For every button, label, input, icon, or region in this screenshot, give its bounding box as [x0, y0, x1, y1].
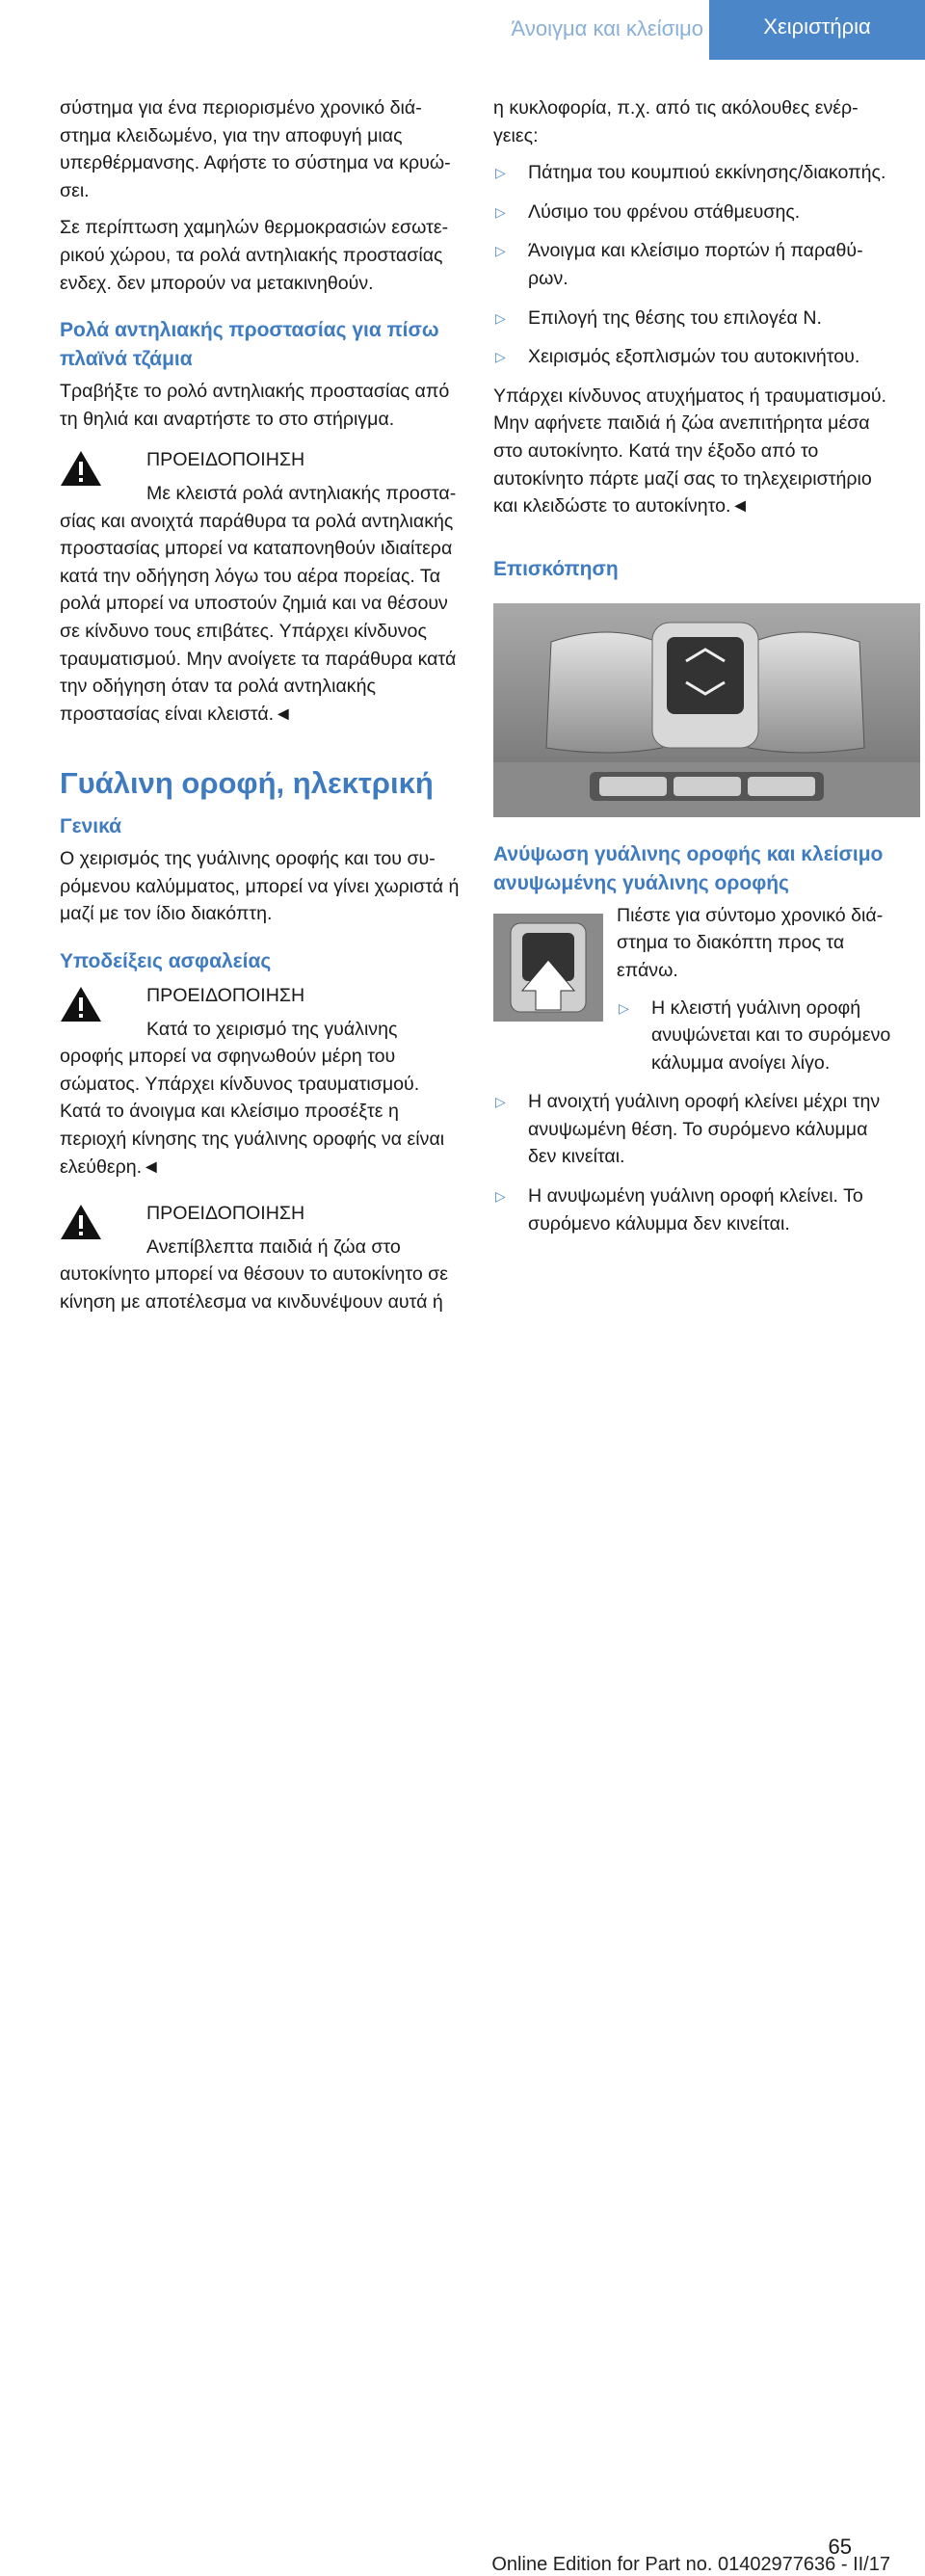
subheading: Γενικά	[60, 815, 122, 838]
list-item: ▷ Επιλογή της θέσης του επιλογέα N.	[493, 305, 896, 332]
paragraph: σύστημα για ένα περιορισμένο χρονικό διάστημα κλειδωμένο, για την αποφυγή μιας υπερθέρμανσης. Αφήστε το σύστημα να κρυώσει.	[60, 97, 451, 201]
paragraph: Σε περίπτωση χαμηλών θερμοκρασιών εσωτερικού χώρου, τα ρολά αντηλιακής προστασίας ενδεχ. δεν μπορούν να μετακινηθούν.	[60, 217, 449, 294]
warning-triangle-icon	[60, 1204, 102, 1240]
warning-triangle-icon	[60, 986, 102, 1022]
list-item: ▷ Λύσιμο του φρένου στάθμευσης.	[493, 199, 896, 226]
paragraph: Ο χειρισμός της γυάλινης οροφής και του συρόμενου καλύμματος, μπορεί να γίνει χωριστά ή μαζί με τον ίδιο διακόπτη.	[60, 848, 460, 925]
subheading: Ανύψωση γυάλινης οροφής και κλείσιμο ανυψωμένης γυάλινης οροφής	[493, 842, 884, 894]
list-item: ▷ Η ανυψωμένη γυάλινη οροφή κλείνει. Το συρόμενο κάλυμμα δεν κινείται.	[493, 1182, 896, 1237]
bullet-triangle-icon: ▷	[495, 203, 506, 220]
subheading: Υποδείξεις ασφαλείας	[60, 950, 272, 973]
warning-triangle-icon	[60, 450, 102, 487]
switch-up-illustration	[493, 914, 603, 1022]
warning-block	[60, 982, 461, 1181]
chapter-tab[interactable]	[709, 0, 925, 60]
paragraph: Πιέστε για σύντομο χρονικό διάστημα το διακόπτη προς τα επάνω.	[617, 904, 884, 981]
section-title: Άνοιγμα και κλείσιμο	[511, 16, 703, 40]
bullet-triangle-icon: ▷	[495, 165, 506, 181]
bullet-triangle-icon: ▷	[495, 1188, 506, 1205]
bullet-triangle-icon: ▷	[495, 1094, 506, 1110]
page-footer	[0, 1264, 925, 2575]
bullet-triangle-icon: ▷	[495, 349, 506, 365]
warning-text: Ανεπίβλεπτα παιδιά ή ζώα στο αυτοκίνητο μπορεί να θέσουν το αυτοκίνητο σε κίνηση με αποτέλεσμα να κινδυνέψουν αυτά ή	[60, 1235, 448, 1313]
subheading: Επισκόπηση	[493, 557, 619, 580]
edition-note: Online Edition for Part no. 01402977636 - II/17	[491, 2554, 890, 2575]
warning-title: ΠΡΟΕΙΔΟΠΟΙΗΣΗ	[146, 449, 305, 471]
bullet-list	[493, 159, 896, 371]
left-column	[60, 94, 461, 1326]
list-item: ▷ Χειρισμός εξοπλισμών του αυτοκινήτου.	[493, 343, 896, 371]
page-number: 65	[828, 2535, 852, 2559]
warning-block	[60, 446, 461, 728]
page-header	[0, 0, 925, 60]
bullet-list	[493, 1088, 896, 1237]
paragraph: Υπάρχει κίνδυνος ατυχήματος ή τραυματισμού. Μην αφήνετε παιδιά ή ζώα ανεπιτήρητα μέσα στο αυτοκίνητο. Κατά την έξοδο από το αυτοκίνητο πάρτε μαζί σας το τηλεχειριστήριο και κλειδώστε το αυτοκίνητο.◄	[493, 385, 886, 518]
warning-title: ΠΡΟΕΙΔΟΠΟΙΗΣΗ	[146, 1203, 305, 1225]
bullet-triangle-icon: ▷	[495, 309, 506, 326]
chapter-tab-label: Χειριστήρια	[763, 14, 871, 39]
list-item: ▷ Η κλειστή γυάλινη οροφή ανυψώνεται και το συρόμενο κάλυμμα ανοίγει λίγο.	[617, 995, 896, 1077]
roof-switch-overview-photo	[493, 603, 920, 817]
bullet-triangle-icon: ▷	[495, 243, 506, 259]
list-item: ▷ Πάτημα του κουμπιού εκκίνησης/διακοπής.	[493, 159, 896, 187]
list-item: ▷ Άνοιγμα και κλείσιμο πορτών ή παραθύρων.	[493, 237, 896, 292]
warning-text: Κατά το χειρισμό της γυάλινης οροφής μπορεί να σφηνωθούν μέρη του σώματος. Υπάρχει κίνδυνος τραυματισμού. Κατά το άνοιγμα και κλείσιμο προσέξτε η περιοχή κίνησης της γυάλινης οροφής να είναι ελεύθερη.◄	[60, 1018, 445, 1178]
warning-text: Με κλειστά ρολά αντηλιακής προστασίας και ανοιχτά παράθυρα τα ρολά αντηλιακής προστασίας μπορεί να καταπονηθούν ιδιαίτερα κατά την οδήγηση λόγω του αέρα πορείας. Τα ρολά μπορεί να υποστούν ζημιά και να θέσουν σε κίνδυνο τους επιβάτες. Υπάρχει κίνδυνος τραυματισμού. Μην ανοίγετε τα παράθυρα κατά την οδήγηση όταν τα ρολά αντηλιακής προστασίας είναι κλειστά.◄	[60, 482, 457, 725]
section-heading: Γυάλινη οροφή, ηλεκτρική	[60, 766, 434, 801]
right-column	[493, 94, 896, 1249]
paragraph: Τραβήξτε το ρολό αντηλιακής προστασίας από τη θηλιά και αναρτήστε το στο στήριγμα.	[60, 381, 450, 430]
subheading: Ρολά αντηλιακής προστασίας για πίσω πλαϊνά τζάμια	[60, 319, 439, 371]
bullet-triangle-icon: ▷	[619, 999, 629, 1016]
warning-title: ΠΡΟΕΙΔΟΠΟΙΗΣΗ	[146, 985, 305, 1007]
list-item: ▷ Η ανοιχτή γυάλινη οροφή κλείνει μέχρι την ανυψωμένη θέση. Το συρόμενο κάλυμμα δεν κινείται.	[493, 1088, 896, 1171]
paragraph: η κυκλοφορία, π.χ. από τις ακόλουθες ενέργειες:	[493, 97, 859, 146]
